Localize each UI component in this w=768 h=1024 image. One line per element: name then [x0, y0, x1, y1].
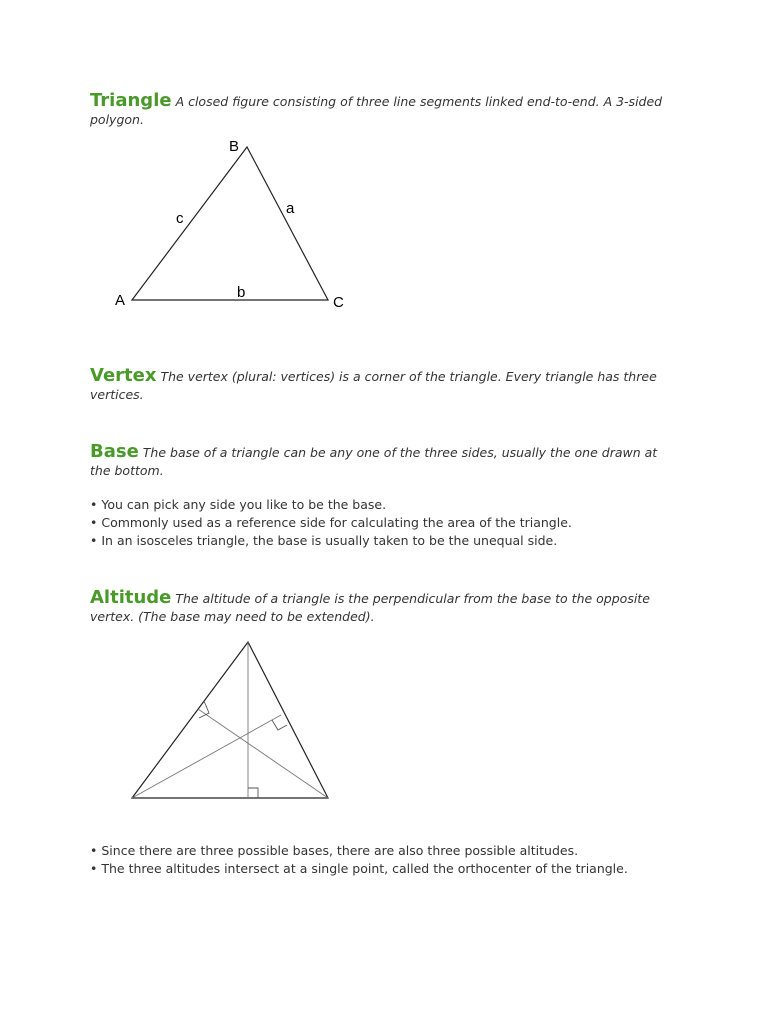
term-altitude: Altitude — [90, 587, 172, 608]
base-heading — [90, 443, 680, 480]
right-angle-mark-base — [248, 788, 258, 798]
altitude-from-left — [132, 715, 281, 798]
side-label-a: a — [286, 200, 295, 217]
list-item: • You can pick any side you like to be the base. — [90, 496, 680, 514]
base-bullet-list — [90, 496, 680, 550]
definition-altitude: The altitude of a triangle is the perpendicular from the base to the opposite vertex. (The base may need to be extended). — [90, 591, 650, 624]
list-item: • Commonly used as a reference side for calculating the area of the triangle. — [90, 514, 680, 532]
vertex-section — [90, 367, 680, 404]
term-triangle: Triangle — [90, 90, 172, 111]
triangle-section — [90, 92, 680, 129]
vertex-label-c: C — [333, 294, 344, 311]
term-vertex: Vertex — [90, 365, 157, 386]
altitude-from-right — [198, 709, 328, 798]
list-item: • The three altitudes intersect at a single point, called the orthocenter of the triangle. — [90, 860, 680, 878]
base-section — [90, 443, 680, 550]
triangle-shape — [132, 147, 328, 300]
altitude-section — [90, 589, 680, 626]
altitude-triangle-shape — [132, 642, 328, 798]
vertex-label-b: B — [229, 138, 240, 155]
list-item: • Since there are three possible bases, there are also three possible altitudes. — [90, 842, 680, 860]
triangle-diagram — [110, 135, 360, 315]
right-angle-mark-right — [272, 720, 287, 730]
term-base: Base — [90, 441, 139, 462]
definition-base: The base of a triangle can be any one of the three sides, usually the one drawn at the bottom. — [90, 445, 658, 478]
altitude-bullets-section — [90, 842, 680, 878]
side-label-b: b — [237, 284, 246, 301]
list-item: • In an isosceles triangle, the base is usually taken to be the unequal side. — [90, 532, 680, 550]
altitude-diagram — [120, 630, 350, 810]
altitude-bullet-list — [90, 842, 680, 878]
altitude-heading — [90, 589, 680, 626]
side-label-c: c — [176, 210, 184, 227]
definition-triangle: A closed figure consisting of three line segments linked end-to-end. A 3-sided polygon. — [90, 94, 663, 127]
vertex-label-a: A — [115, 292, 126, 309]
vertex-heading — [90, 367, 680, 404]
definition-vertex: The vertex (plural: vertices) is a corner of the triangle. Every triangle has three vertices. — [90, 369, 657, 402]
triangle-heading — [90, 92, 680, 129]
